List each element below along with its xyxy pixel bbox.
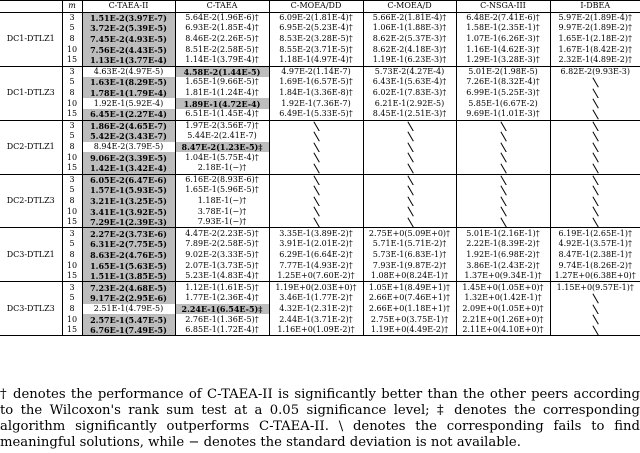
value-cell: 1.37E+0(9.34E-1)† [456, 271, 550, 282]
header-algorithm: C-NSGA-III [456, 1, 550, 13]
value-cell: 3.46E-1(1.77E-2)† [269, 293, 363, 304]
value-cell: 8.94E-2(3.79E-5) [82, 142, 175, 153]
value-cell: 1.67E-1(8.42E-2)† [550, 44, 640, 55]
value-cell: 2.44E-1(3.71E-2)† [269, 314, 363, 325]
empty-cell [550, 185, 640, 196]
m-value: 5 [62, 77, 82, 88]
empty-cell [550, 98, 640, 109]
best-value-cell: 7.45E-2(4.93E-5) [82, 34, 175, 45]
footnote [0, 387, 640, 451]
value-cell: 1.18E-1(4.97E-4)† [269, 55, 363, 66]
value-cell: 8.51E-2(2.58E-5)† [175, 44, 269, 55]
m-value: 3 [62, 282, 82, 293]
value-cell: 4.92E-1(3.57E-1)† [550, 239, 640, 250]
m-value: 5 [62, 23, 82, 34]
empty-cell [550, 77, 640, 88]
empty-cell [363, 131, 456, 142]
best-value-cell: 1.89E-1(4.72E-4) [175, 98, 269, 109]
empty-cell [269, 206, 363, 217]
table-row [0, 131, 640, 142]
value-cell: 1.77E-1(2.36E-4)† [175, 293, 269, 304]
empty-cell [550, 163, 640, 174]
m-value: 5 [62, 131, 82, 142]
value-cell: 1.27E+0(6.38E+0)† [550, 271, 640, 282]
empty-cell [550, 314, 640, 325]
header-m: m [62, 1, 82, 13]
empty-cell [363, 217, 456, 228]
best-value-cell: 2.57E-1(5.47E-5) [82, 314, 175, 325]
value-cell: 1.29E-1(3.28E-3)† [456, 55, 550, 66]
value-cell: 2.76E-1(1.36E-5)† [175, 314, 269, 325]
best-value-cell: 5.42E-2(3.43E-7) [82, 131, 175, 142]
value-cell: 8.45E-1(2.51E-3)† [363, 109, 456, 120]
m-value: 15 [62, 163, 82, 174]
value-cell: 1.08E+0(8.24E-1)† [363, 271, 456, 282]
empty-cell [363, 185, 456, 196]
table-row [0, 88, 640, 99]
value-cell: 5.85E-1(6.67E-2) [456, 98, 550, 109]
table-row [0, 260, 640, 271]
table-row [0, 163, 640, 174]
value-cell: 1.92E-1(7.36E-7) [269, 98, 363, 109]
footnote-text: † denotes the performance of C-TAEA-II is significantly better than the other peers according to the Wilcoxon's rank sum test at a 0.05 significance level; ‡ denotes the corresponding algorithm significantly outperforms C-TAEA-II. \ denotes the corresponding fails to find meaningful solutions, while − denotes the standard deviation is not available. [0, 387, 640, 450]
value-cell: 5.23E-1(4.83E-4)† [175, 271, 269, 282]
value-cell: 1.07E-1(6.26E-3)† [456, 34, 550, 45]
value-cell: 2.66E+0(7.46E+1)† [363, 293, 456, 304]
empty-cell [269, 185, 363, 196]
empty-cell [363, 120, 456, 131]
m-value: 8 [62, 250, 82, 261]
value-cell: 8.46E-2(2.26E-5)† [175, 34, 269, 45]
value-cell: 1.19E-1(6.23E-3)† [363, 55, 456, 66]
value-cell: 5.64E-2(1.96E-6)† [175, 12, 269, 23]
table-row [0, 304, 640, 315]
header-algorithm: C-MOEA/DD [269, 1, 363, 13]
m-value: 8 [62, 142, 82, 153]
m-value: 8 [62, 304, 82, 315]
empty-cell [550, 206, 640, 217]
empty-cell [550, 293, 640, 304]
value-cell: 7.26E-1(8.32E-4)† [456, 77, 550, 88]
value-cell: 7.93E-1(−)† [175, 217, 269, 228]
m-value: 10 [62, 44, 82, 55]
empty-cell [363, 174, 456, 185]
value-cell: 8.62E-2(4.18E-3)† [363, 44, 456, 55]
table-row [0, 250, 640, 261]
empty-cell [269, 120, 363, 131]
value-cell: 1.84E-1(3.36E-8)† [269, 88, 363, 99]
empty-cell [550, 174, 640, 185]
value-cell: 3.78E-1(−)† [175, 206, 269, 217]
empty-cell [363, 196, 456, 207]
table-row [0, 120, 640, 131]
header-algorithm: C-TAEA [175, 1, 269, 13]
best-value-cell: 3.72E-2(5.39E-5) [82, 23, 175, 34]
m-value: 10 [62, 152, 82, 163]
empty-cell [269, 142, 363, 153]
best-value-cell: 1.13E-1(3.77E-4) [82, 55, 175, 66]
empty-cell [550, 120, 640, 131]
empty-cell [550, 304, 640, 315]
empty-cell [456, 152, 550, 163]
problem-label: DC1-DTLZ1 [0, 12, 62, 66]
best-value-cell: 7.23E-2(4.68E-5) [82, 282, 175, 293]
best-value-cell: 3.41E-1(3.92E-5) [82, 206, 175, 217]
problem-label: DC1-DTLZ3 [0, 66, 62, 120]
value-cell: 7.89E-2(2.58E-5)† [175, 239, 269, 250]
empty-cell [269, 131, 363, 142]
empty-cell [269, 163, 363, 174]
table-row [0, 77, 640, 88]
value-cell: 1.18E-1(−)† [175, 196, 269, 207]
value-cell: 1.97E-2(3.56E-7)† [175, 120, 269, 131]
value-cell: 6.19E-1(2.65E-1)† [550, 228, 640, 239]
value-cell: 2.21E+0(1.26E+0)† [456, 314, 550, 325]
value-cell: 1.16E-1(4.62E-3)† [456, 44, 550, 55]
value-cell: 1.58E-1(2.35E-1)† [456, 23, 550, 34]
value-cell: 6.93E-2(1.85E-4)† [175, 23, 269, 34]
table-header [0, 1, 640, 13]
m-value: 5 [62, 185, 82, 196]
table-row [0, 239, 640, 250]
value-cell: 8.53E-2(3.28E-5)† [269, 34, 363, 45]
value-cell: 6.48E-2(7.41E-6)† [456, 12, 550, 23]
m-value: 5 [62, 239, 82, 250]
best-value-cell: 8.47E-2(1.23E-5)‡ [175, 142, 269, 153]
value-cell: 6.43E-1(5.63E-4)† [363, 77, 456, 88]
best-value-cell: 1.51E-1(3.85E-5) [82, 271, 175, 282]
empty-cell [269, 174, 363, 185]
value-cell: 2.09E+0(1.05E+0)† [456, 304, 550, 315]
value-cell: 2.32E-1(4.89E-2)† [550, 55, 640, 66]
value-cell: 1.12E-1(1.61E-5)† [175, 282, 269, 293]
value-cell: 1.32E+0(1.42E-1)† [456, 293, 550, 304]
value-cell: 8.62E-2(5.37E-3)† [363, 34, 456, 45]
table-row [0, 282, 640, 293]
m-value: 10 [62, 314, 82, 325]
best-value-cell: 1.65E-1(5.63E-5) [82, 260, 175, 271]
best-value-cell: 6.31E-2(7.75E-5) [82, 239, 175, 250]
table-row [0, 185, 640, 196]
table-row [0, 66, 640, 77]
empty-cell [363, 152, 456, 163]
value-cell: 7.77E-1(4.93E-2)† [269, 260, 363, 271]
table-row [0, 228, 640, 239]
m-value: 8 [62, 88, 82, 99]
best-value-cell: 8.63E-2(4.76E-5) [82, 250, 175, 261]
value-cell: 1.25E+0(7.60E-2)† [269, 271, 363, 282]
best-value-cell: 1.51E-2(3.97E-7) [82, 12, 175, 23]
value-cell: 2.66E+0(1.18E+1)† [363, 304, 456, 315]
value-cell: 1.92E-1(6.98E-2)† [456, 250, 550, 261]
value-cell: 9.97E-2(1.89E-2)† [550, 23, 640, 34]
m-value: 15 [62, 55, 82, 66]
m-value: 8 [62, 34, 82, 45]
m-value: 3 [62, 174, 82, 185]
value-cell: 6.29E-1(6.64E-2)† [269, 250, 363, 261]
header-problem-cell [0, 1, 62, 13]
empty-cell [550, 142, 640, 153]
empty-cell [550, 109, 640, 120]
value-cell: 1.16E+0(1.09E-2)† [269, 325, 363, 336]
table-row [0, 44, 640, 55]
empty-cell [269, 196, 363, 207]
m-value: 5 [62, 293, 82, 304]
m-value: 15 [62, 109, 82, 120]
value-cell: 1.65E-1(2.18E-2)† [550, 34, 640, 45]
value-cell: 8.55E-2(3.71E-5)† [269, 44, 363, 55]
table-row [0, 142, 640, 153]
value-cell: 1.06E-1(1.88E-3)† [363, 23, 456, 34]
m-value: 10 [62, 260, 82, 271]
value-cell: 1.69E-1(6.57E-5)† [269, 77, 363, 88]
empty-cell [550, 196, 640, 207]
value-cell: 5.66E-2(1.81E-4)† [363, 12, 456, 23]
problem-label: DC3-DTLZ1 [0, 228, 62, 282]
empty-cell [456, 163, 550, 174]
value-cell: 4.47E-2(2.23E-5)† [175, 228, 269, 239]
table-row [0, 98, 640, 109]
m-value: 10 [62, 206, 82, 217]
best-value-cell: 6.05E-2(6.47E-6) [82, 174, 175, 185]
problem-label: DC3-DTLZ3 [0, 282, 62, 336]
value-cell: 1.04E-1(5.75E-4)† [175, 152, 269, 163]
value-cell: 5.73E-2(4.27E-4) [363, 66, 456, 77]
value-cell: 6.99E-1(5.25E-3)† [456, 88, 550, 99]
value-cell: 9.02E-2(3.33E-5)† [175, 250, 269, 261]
value-cell: 2.07E-1(3.73E-5)† [175, 260, 269, 271]
value-cell: 9.69E-1(1.01E-3)† [456, 109, 550, 120]
table-row [0, 109, 640, 120]
value-cell: 5.73E-1(6.83E-1)† [363, 250, 456, 261]
value-cell: 5.44E-2(2.41E-7) [175, 131, 269, 142]
m-value: 3 [62, 66, 82, 77]
empty-cell [550, 152, 640, 163]
value-cell: 6.85E-1(1.72E-4)† [175, 325, 269, 336]
best-value-cell: 3.21E-1(3.25E-5) [82, 196, 175, 207]
value-cell: 3.91E-1(2.01E-2)† [269, 239, 363, 250]
best-value-cell: 1.63E-1(8.29E-5) [82, 77, 175, 88]
value-cell: 1.19E+0(4.49E-2)† [363, 325, 456, 336]
m-value: 10 [62, 98, 82, 109]
m-value: 3 [62, 12, 82, 23]
best-value-cell: 6.45E-1(2.27E-4) [82, 109, 175, 120]
table-row [0, 314, 640, 325]
header-algorithm: C-TAEA-II [82, 1, 175, 13]
empty-cell [550, 217, 640, 228]
m-value: 15 [62, 217, 82, 228]
m-value: 3 [62, 228, 82, 239]
value-cell: 2.75E+0(5.09E+0)† [363, 228, 456, 239]
empty-cell [456, 142, 550, 153]
table-body [0, 12, 640, 336]
value-cell: 1.15E+0(9.57E-1)† [550, 282, 640, 293]
value-cell: 3.86E-1(2.43E-2)† [456, 260, 550, 271]
table-row [0, 293, 640, 304]
table-row [0, 325, 640, 336]
table-row [0, 152, 640, 163]
value-cell: 1.65E-1(5.96E-5)† [175, 185, 269, 196]
m-value: 15 [62, 325, 82, 336]
empty-cell [550, 131, 640, 142]
value-cell: 9.74E-1(8.26E-2)† [550, 260, 640, 271]
value-cell: 6.16E-2(8.93E-6)† [175, 174, 269, 185]
value-cell: 2.75E+0(3.75E-1)† [363, 314, 456, 325]
value-cell: 1.14E-1(3.79E-4)† [175, 55, 269, 66]
value-cell: 6.51E-1(1.45E-4)† [175, 109, 269, 120]
value-cell: 1.05E+1(8.49E+1)† [363, 282, 456, 293]
m-value: 15 [62, 271, 82, 282]
table-row [0, 174, 640, 185]
best-value-cell: 2.27E-2(3.73E-6) [82, 228, 175, 239]
empty-cell [363, 163, 456, 174]
value-cell: 6.49E-1(5.33E-5)† [269, 109, 363, 120]
table-row [0, 206, 640, 217]
m-value: 8 [62, 196, 82, 207]
best-value-cell: 1.78E-1(1.79E-4) [82, 88, 175, 99]
best-value-cell: 6.76E-1(7.49E-5) [82, 325, 175, 336]
table-row [0, 12, 640, 23]
value-cell: 2.22E-1(8.39E-2)† [456, 239, 550, 250]
value-cell: 5.01E-2(1.98E-5) [456, 66, 550, 77]
table-row [0, 196, 640, 207]
empty-cell [456, 174, 550, 185]
value-cell: 6.21E-1(2.92E-5) [363, 98, 456, 109]
table-row [0, 23, 640, 34]
value-cell: 4.32E-1(2.31E-2)† [269, 304, 363, 315]
header-algorithm: C-MOEA/D [363, 1, 456, 13]
best-value-cell: 7.29E-1(2.39E-3) [82, 217, 175, 228]
value-cell: 4.97E-2(1.14E-7) [269, 66, 363, 77]
empty-cell [550, 325, 640, 336]
best-value-cell: 1.86E-2(4.65E-7) [82, 120, 175, 131]
value-cell: 5.71E-1(5.71E-2)† [363, 239, 456, 250]
empty-cell [456, 217, 550, 228]
table-row [0, 271, 640, 282]
table-row [0, 55, 640, 66]
empty-cell [456, 196, 550, 207]
best-value-cell: 9.06E-2(3.39E-5) [82, 152, 175, 163]
best-value-cell: 4.58E-2(1.44E-5) [175, 66, 269, 77]
value-cell: 2.18E-1(−)† [175, 163, 269, 174]
header-algorithm: I-DBEA [550, 1, 640, 13]
value-cell: 6.02E-1(7.83E-3)† [363, 88, 456, 99]
best-value-cell: 9.17E-2(2.95E-6) [82, 293, 175, 304]
value-cell: 3.35E-1(3.89E-2)† [269, 228, 363, 239]
empty-cell [363, 142, 456, 153]
empty-cell [269, 152, 363, 163]
value-cell: 2.11E+0(4.10E+0)† [456, 325, 550, 336]
empty-cell [550, 88, 640, 99]
value-cell: 1.45E+0(1.05E+0)† [456, 282, 550, 293]
best-value-cell: 7.56E-2(4.43E-5) [82, 44, 175, 55]
value-cell: 1.81E-1(1.24E-4)† [175, 88, 269, 99]
empty-cell [363, 206, 456, 217]
value-cell: 6.82E-2(9.93E-3) [550, 66, 640, 77]
problem-label: DC2-DTLZ1 [0, 120, 62, 174]
value-cell: 6.95E-2(5.23E-4)† [269, 23, 363, 34]
problem-label: DC2-DTLZ3 [0, 174, 62, 228]
value-cell: 8.47E-1(2.38E-1)† [550, 250, 640, 261]
empty-cell [269, 217, 363, 228]
best-value-cell: 1.57E-1(5.93E-5) [82, 185, 175, 196]
empty-cell [456, 206, 550, 217]
value-cell: 1.19E+0(2.03E+0)† [269, 282, 363, 293]
best-value-cell: 1.42E-1(3.42E-4) [82, 163, 175, 174]
m-value: 3 [62, 120, 82, 131]
value-cell: 5.97E-2(1.89E-4)† [550, 12, 640, 23]
value-cell: 1.92E-1(5.92E-4) [82, 98, 175, 109]
value-cell: 6.09E-2(1.81E-4)† [269, 12, 363, 23]
table-row [0, 217, 640, 228]
value-cell: 7.93E-1(9.87E-2)† [363, 260, 456, 271]
value-cell: 5.01E-1(2.16E-1)† [456, 228, 550, 239]
value-cell: 1.65E-1(9.66E-5)† [175, 77, 269, 88]
empty-cell [456, 131, 550, 142]
empty-cell [456, 185, 550, 196]
value-cell: 4.63E-2(4.97E-5) [82, 66, 175, 77]
empty-cell [456, 120, 550, 131]
table-row [0, 34, 640, 45]
best-value-cell: 2.24E-1(6.54E-5)‡ [175, 304, 269, 315]
value-cell: 2.51E-1(4.79E-5) [82, 304, 175, 315]
